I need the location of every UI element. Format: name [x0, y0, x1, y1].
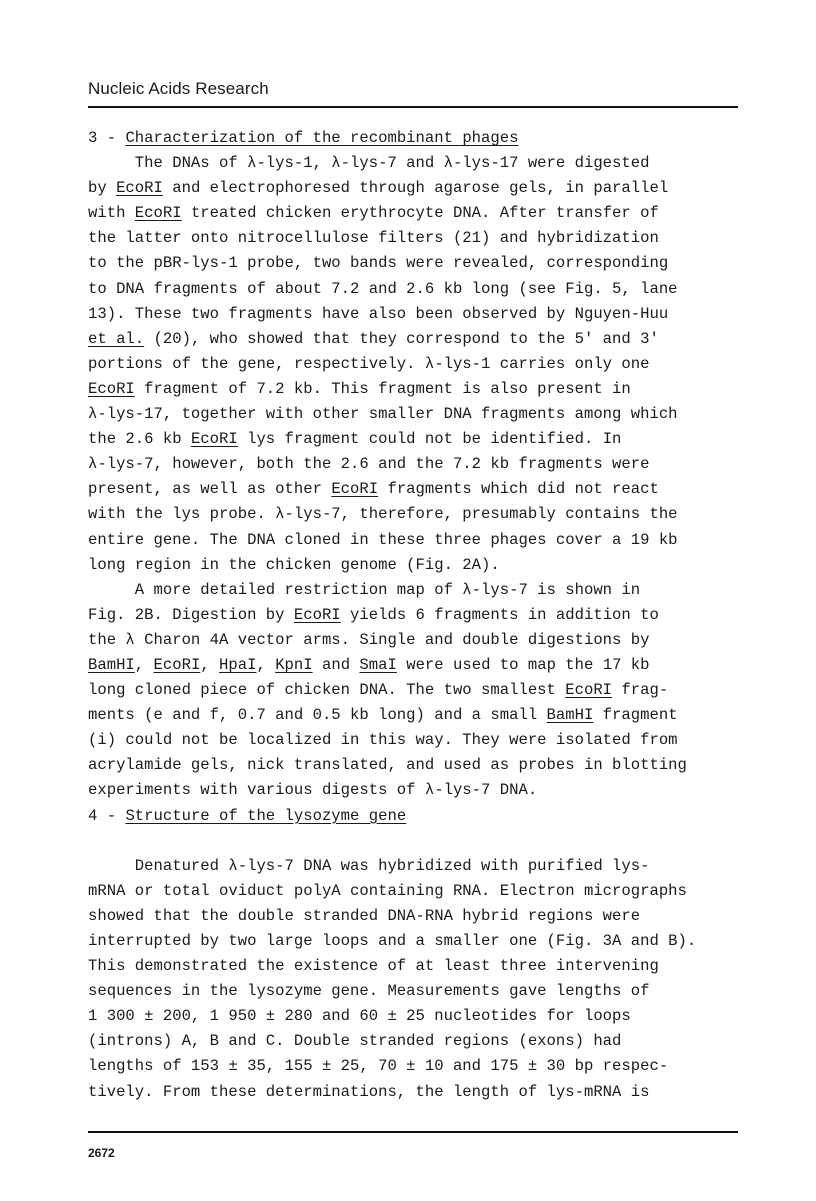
text-line: portions of the gene, respectively. λ-lys-1 carries only one	[88, 354, 650, 373]
text-line: the λ Charon 4A vector arms. Single and double digestions by	[88, 630, 650, 649]
text-line: 1 300 ± 200, 1 950 ± 280 and 60 ± 25 nucleotides for loops	[88, 1007, 631, 1026]
footer-rule	[88, 1131, 738, 1133]
header-rule	[88, 106, 738, 108]
text-line: mRNA or total oviduct polyA containing RNA. Electron micrographs	[88, 881, 687, 900]
text-line: sequences in the lysozyme gene. Measurements gave lengths of	[88, 982, 650, 1001]
text-line: λ-lys-7, however, both the 2.6 and the 7.2 kb fragments were	[88, 455, 650, 474]
section-heading: 3 - Characterization of the recombinant phages	[88, 129, 519, 147]
text-line: showed that the double stranded DNA-RNA hybrid regions were	[88, 906, 641, 925]
text-line: experiments with various digests of λ-lys-7 DNA.	[88, 781, 538, 800]
journal-title: Nucleic Acids Research	[88, 79, 269, 98]
text-line: This demonstrated the existence of at least three intervening	[88, 957, 659, 976]
text-line: long cloned piece of chicken DNA. The two smallest EcoRI frag-	[88, 681, 669, 700]
body-text	[88, 126, 748, 1105]
text-line: A more detailed restriction map of λ-lys-7 is shown in	[88, 580, 641, 599]
text-line: BamHI, EcoRI, HpaI, KpnI and SmaI were used to map the 17 kb	[88, 655, 650, 674]
text-line: the 2.6 kb EcoRI lys fragment could not be identified. In	[88, 430, 622, 449]
text-line: Fig. 2B. Digestion by EcoRI yields 6 fragments in addition to	[88, 605, 659, 624]
text-line: to the pBR-lys-1 probe, two bands were revealed, corresponding	[88, 254, 669, 273]
text-line: to DNA fragments of about 7.2 and 2.6 kb long (see Fig. 5, lane	[88, 279, 678, 298]
text-line: 13). These two fragments have also been observed by Nguyen-Huu	[88, 304, 669, 323]
text-line: (introns) A, B and C. Double stranded regions (exons) had	[88, 1032, 622, 1051]
section-heading: 4 - Structure of the lysozyme gene	[88, 806, 407, 825]
text-line: by EcoRI and electrophoresed through agarose gels, in parallel	[88, 179, 669, 198]
text-line: Denatured λ-lys-7 DNA was hybridized with purified lys-	[88, 856, 650, 875]
text-line: entire gene. The DNA cloned in these three phages cover a 19 kb	[88, 530, 678, 549]
text-line: λ-lys-17, together with other smaller DNA fragments among which	[88, 405, 678, 424]
text-line: et al. (20), who showed that they correspond to the 5' and 3'	[88, 329, 659, 348]
text-line: present, as well as other EcoRI fragments which did not react	[88, 480, 659, 499]
text-line: interrupted by two large loops and a smaller one (Fig. 3A and B).	[88, 932, 697, 950]
text-line: acrylamide gels, nick translated, and used as probes in blotting	[88, 756, 687, 775]
blank-line	[88, 829, 748, 854]
text-line: lengths of 153 ± 35, 155 ± 25, 70 ± 10 and 175 ± 30 bp respec-	[88, 1057, 669, 1076]
text-line: with EcoRI treated chicken erythrocyte DNA. After transfer of	[88, 204, 659, 223]
page-number: 2672	[88, 1146, 115, 1160]
text-line: The DNAs of λ-lys-1, λ-lys-7 and λ-lys-17 were digested	[88, 154, 650, 173]
text-line: the latter onto nitrocellulose filters (21) and hybridization	[88, 229, 659, 248]
text-line: ments (e and f, 0.7 and 0.5 kb long) and a small BamHI fragment	[88, 706, 678, 725]
text-line: long region in the chicken genome (Fig. 2A).	[88, 555, 500, 574]
text-line: (i) could not be localized in this way. They were isolated from	[88, 731, 678, 750]
text-line: with the lys probe. λ-lys-7, therefore, presumably contains the	[88, 505, 678, 524]
text-line: EcoRI fragment of 7.2 kb. This fragment is also present in	[88, 379, 631, 398]
text-line: tively. From these determinations, the length of lys-mRNA is	[88, 1082, 650, 1101]
